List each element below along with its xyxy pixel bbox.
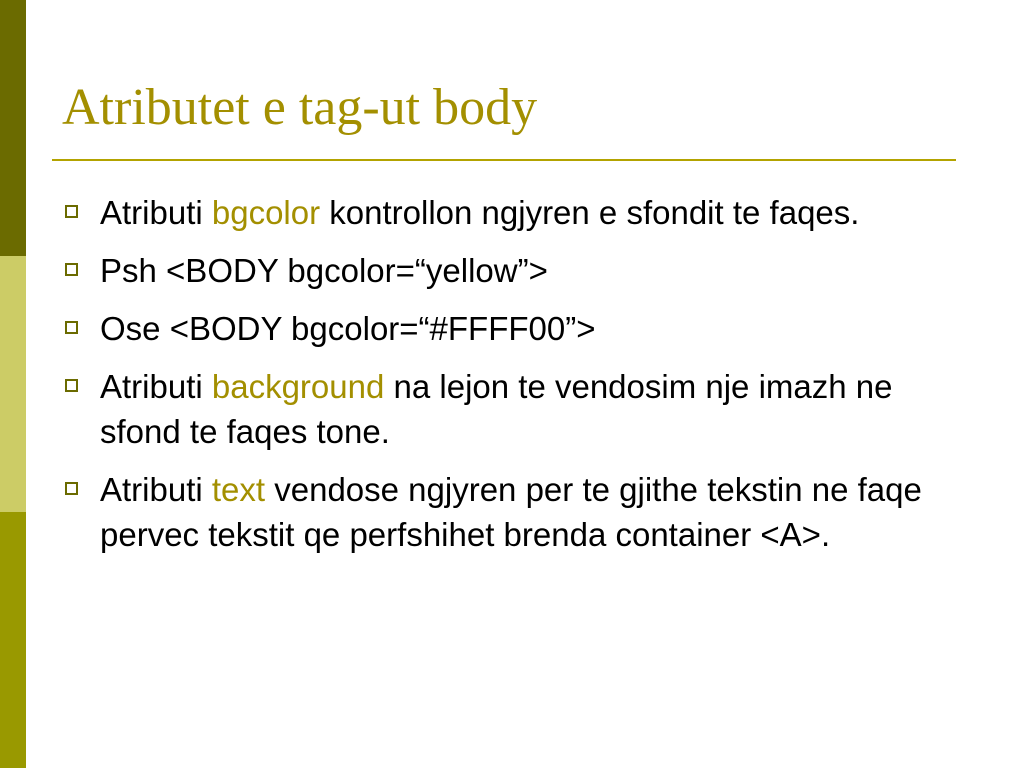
hollow-square-icon xyxy=(65,321,78,334)
bullet-keyword: background xyxy=(211,368,385,405)
bullet-text: kontrollon ngjyren e sfondit te faqes. xyxy=(320,194,860,231)
bullet-item xyxy=(62,248,962,293)
slide-title: Atributet e tag-ut body xyxy=(62,79,538,136)
hollow-square-icon xyxy=(65,263,78,276)
bullet-text: Ose <BODY bgcolor=“#FFFF00”> xyxy=(100,310,596,347)
bullet-keyword: text xyxy=(211,471,266,508)
bullet-text: Atributi xyxy=(100,368,212,405)
bullet-keyword: bgcolor xyxy=(211,194,321,231)
bullet-text: vendose ngjyren per te gjithe tekstin ne faqe pervec tekstit qe perfshihet brenda container <A>. xyxy=(100,471,922,553)
hollow-square-icon xyxy=(65,379,78,392)
bullet-item xyxy=(62,306,962,351)
side-bar-mid xyxy=(0,512,26,768)
bullet-list xyxy=(62,190,962,570)
bullet-item xyxy=(62,190,962,235)
hollow-square-icon xyxy=(65,205,78,218)
bullet-text: Psh <BODY bgcolor=“yellow”> xyxy=(100,252,548,289)
title-underline xyxy=(52,159,956,161)
bullet-item xyxy=(62,364,962,454)
bullet-text: Atributi xyxy=(100,471,212,508)
bullet-text: na lejon te vendosim nje imazh ne sfond te faqes tone. xyxy=(100,368,893,450)
side-bar-dark xyxy=(0,0,26,256)
hollow-square-icon xyxy=(65,482,78,495)
bullet-text: Atributi xyxy=(100,194,212,231)
bullet-item xyxy=(62,467,962,557)
side-bar-light xyxy=(0,256,26,512)
